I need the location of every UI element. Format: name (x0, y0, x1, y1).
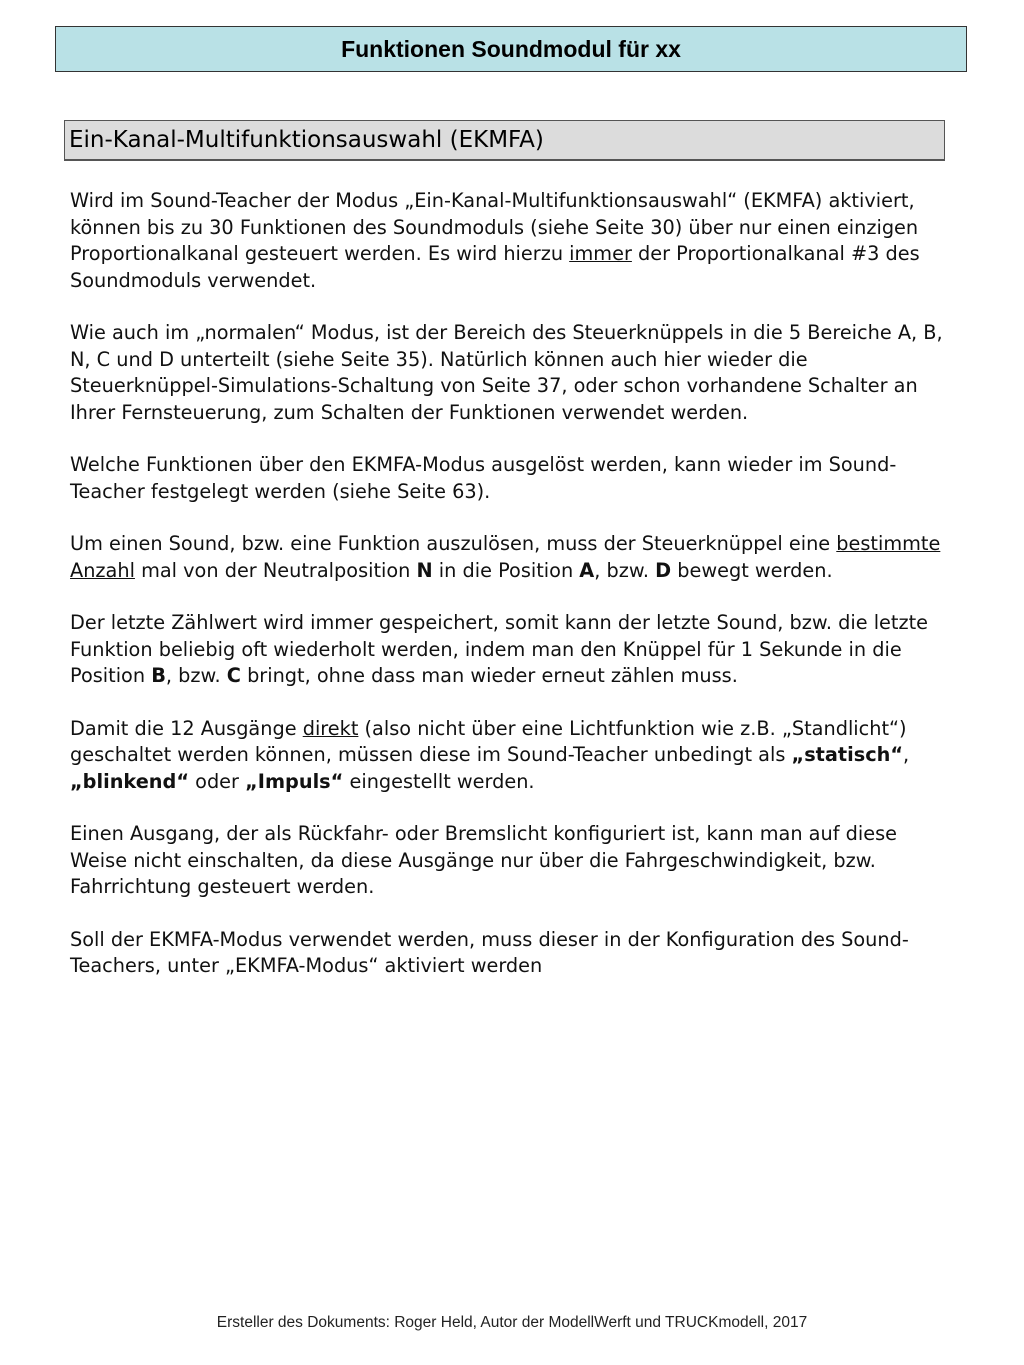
position-label: C (226, 664, 241, 687)
position-label: B (151, 664, 166, 687)
mode-label: „blinkend“ (70, 769, 190, 793)
emphasis-underline: immer (569, 242, 632, 265)
text-fragment: Wird im Sound-Teacher der Modus „Ein-Kanal-Multifunktionsauswahl“ (EKMFA) aktiviert, können bis zu 30 Funktionen des Soundmoduls (siehe Seite 30) über nur einen einzigen Proportionalkanal gesteuert werden. Es wird hierzu (70, 189, 919, 265)
text-fragment: , bzw. (165, 664, 227, 687)
position-label: A (579, 558, 595, 582)
paragraph-functions: Welche Funktionen über den EKMFA-Modus ausgelöst werden, kann wieder im Sound-Teacher festgelegt werden (siehe Seite 63). (70, 453, 897, 503)
emphasis-underline: bestimmte Anzahl (70, 532, 941, 582)
text-fragment: Damit die 12 Ausgänge (70, 716, 303, 740)
section-heading: Ein-Kanal-Multifunktionsauswahl (EKMFA) (64, 120, 945, 161)
page-footer: Ersteller des Dokuments: Roger Held, Autor der ModellWerft und TRUCKmodell, 2017 (216, 1314, 808, 1331)
paragraph-trigger (70, 531, 950, 584)
mode-label: „statisch“ (791, 743, 904, 766)
text-fragment: , bzw. (594, 558, 656, 582)
position-label: D (655, 558, 672, 582)
paragraph-repeat (70, 610, 950, 690)
text-fragment: eingestellt werden. (343, 769, 535, 793)
paragraph-intro (70, 188, 950, 294)
text-fragment: , (903, 743, 910, 766)
text-fragment: Um einen Sound, bzw. eine Funktion auszulösen, muss der Steuerknüppel eine (70, 532, 837, 555)
text-fragment: in die Position (432, 558, 580, 582)
position-label: N (416, 558, 433, 582)
mode-label: „Impuls“ (245, 769, 344, 793)
text-fragment: bewegt werden. (671, 558, 833, 582)
document-body (70, 188, 950, 1006)
text-fragment: (also nicht über eine Lichtfunktion wie z.B. „Standlicht“) geschaltet werden können, müssen diese im Sound-Teacher unbedingt als (70, 716, 907, 766)
paragraph-ranges: Wie auch im „normalen“ Modus, ist der Bereich des Steuerknüppels in die 5 Bereiche A, B, N, C und D unterteilt (siehe Seite 35). Natürlich können auch hier wieder die Steuerknüppel-Simulations-Schaltung von Seite 37, oder schon vorhandene Schalter an Ihrer Fernsteuerung, zum Schalten der Funktionen verwendet werden. (70, 321, 943, 424)
paragraph-outputs (70, 716, 950, 796)
text-fragment: bringt, ohne dass man wieder erneut zählen muss. (240, 664, 738, 687)
text-fragment: der Proportionalkanal #3 des Soundmoduls verwendet. (70, 242, 920, 292)
emphasis-underline: direkt (302, 716, 359, 740)
text-fragment: mal von der Neutralposition (134, 558, 417, 582)
paragraph-restriction: Einen Ausgang, der als Rückfahr- oder Bremslicht konfiguriert ist, kann man auf diese Weise nicht einschalten, da diese Ausgänge nur über die Fahrgeschwindigkeit, bzw. Fahrrichtung gesteuert werden. (70, 822, 897, 898)
text-fragment: oder (189, 769, 246, 793)
text-fragment: Der letzte Zählwert wird immer gespeichert, somit kann der letzte Sound, bzw. die letzte Funktion beliebig oft wiederholt werden, indem man den Knüppel für 1 Sekunde in die Position (70, 611, 929, 687)
paragraph-activation: Soll der EKMFA-Modus verwendet werden, muss dieser in der Konfiguration des Sound-Teachers, unter „EKMFA-Modus“ aktiviert werden (70, 927, 909, 977)
page-title: Funktionen Soundmodul für xx (55, 26, 967, 72)
